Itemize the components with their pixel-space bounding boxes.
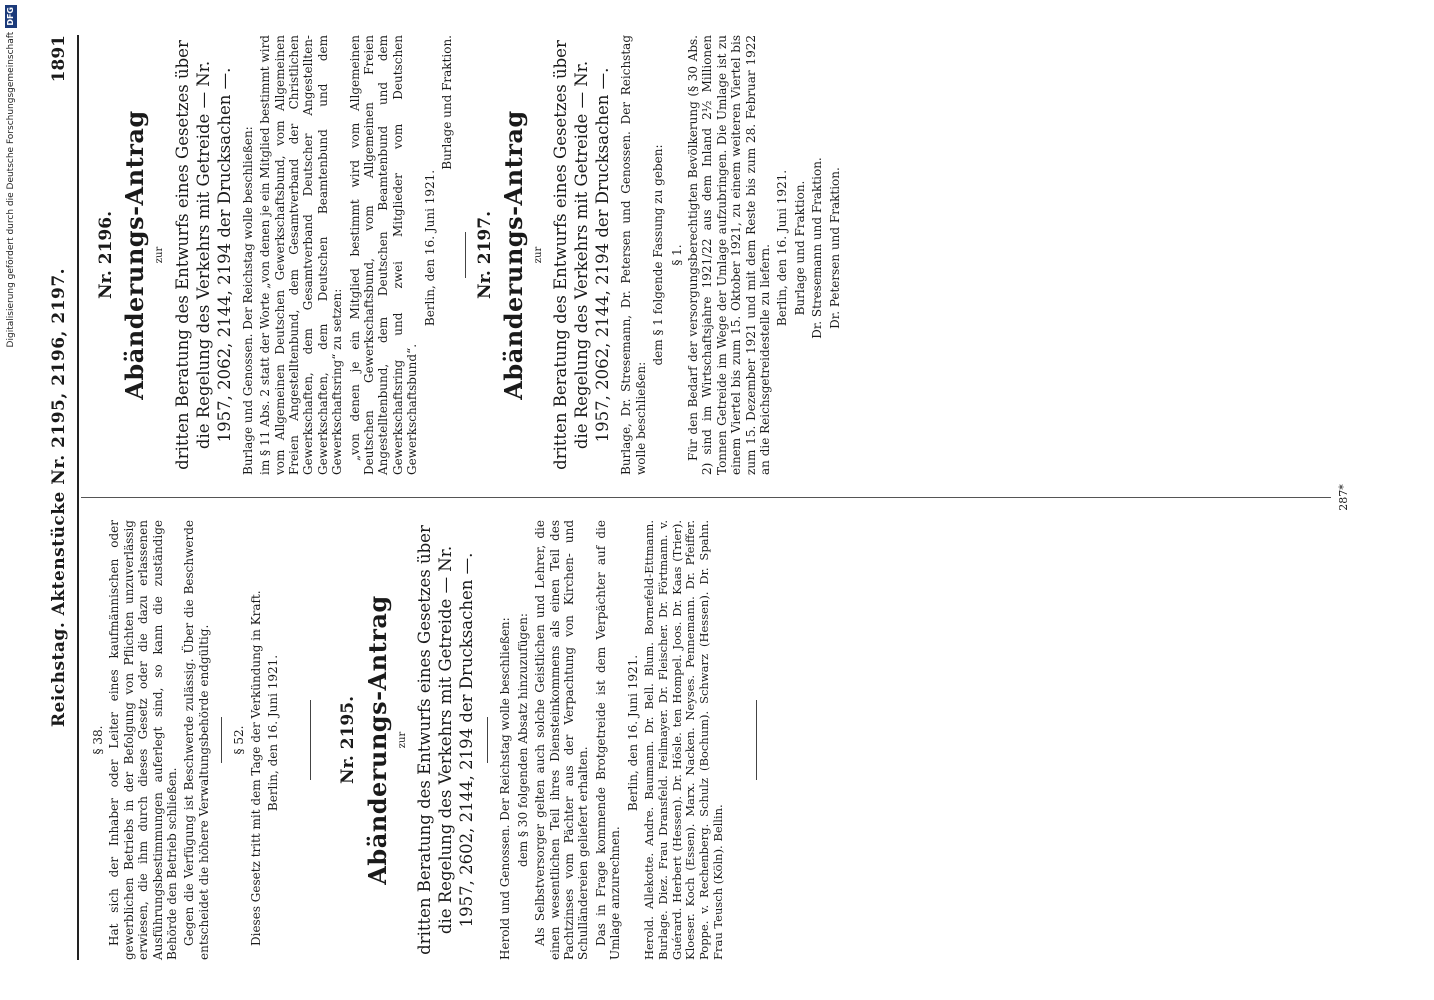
- header-rule: [77, 35, 79, 960]
- title-rule: [487, 717, 488, 763]
- dfg-logo-badge: DFG: [6, 7, 15, 26]
- motion-instruction: dem § 1 folgende Fassung zu geben:: [651, 144, 666, 366]
- document-number-2197: Nr. 2197.: [474, 211, 495, 300]
- right-column: [87, 35, 845, 475]
- section-rule: [221, 717, 222, 763]
- motion-intro: Herold und Genossen. Der Reichstag wolle beschließen:: [498, 617, 513, 960]
- motion-instruction: dem § 30 folgenden Absatz hinzuzufügen:: [515, 613, 530, 867]
- section-1-heading: § 1.: [669, 244, 684, 266]
- amendment-heading: Abänderungs-Antrag: [498, 110, 528, 400]
- zur-label: zur: [532, 246, 544, 264]
- motion-intro: Burlage, Dr. Stresemann, Dr. Petersen und Genossen. Der Reichstag wolle beschließen:: [619, 35, 648, 475]
- left-column: [87, 520, 787, 960]
- reading-title: dritten Beratung des Entwurfs eines Gesetzes über die Regelung des Verkehrs mit Getreide — Nr. 1957, 2062, 2144, 2194 der Drucksachen —.: [551, 40, 613, 470]
- date-line: Berlin, den 16. Juni 1921.: [422, 169, 437, 327]
- motion-quote-2: Das in Frage kommende Brotgetreide ist dem Verpächter auf die Umlage anzurechnen.: [593, 520, 623, 960]
- reading-title: dritten Beratung des Entwurfs eines Gesetzes über die Regelung des Verkehrs mit Getreide — Nr. 1957, 2602, 2144, 2194 der Drucksachen —.: [415, 525, 477, 955]
- reading-title: dritten Beratung des Entwurfs eines Gesetzes über die Regelung des Verkehrs mit Getreide — Nr. 1957, 2062, 2144, 2194 der Drucksachen —.: [172, 40, 234, 470]
- date-line: Berlin, den 16. Juni 1921.: [775, 169, 790, 327]
- motion-intro: Burlage und Genossen. Der Reichstag wolle beschließen:: [240, 126, 255, 475]
- signature-mark: 287*: [1337, 484, 1350, 511]
- signature: Dr. Stresemann und Fraktion.: [810, 157, 825, 339]
- document-number-2196: Nr. 2196.: [96, 211, 116, 300]
- document-separator: [465, 232, 466, 278]
- document-separator: [756, 700, 757, 780]
- digitization-note-text: Digitalisierung gefördert durch die Deutsche Forschungsgemeinschaft: [6, 31, 16, 348]
- amendment-heading: Abänderungs-Antrag: [362, 595, 392, 885]
- date-line: Berlin, den 16. Juni 1921.: [625, 654, 640, 812]
- section-38-appeal: Gegen die Verfügung ist Beschwerde zulässig. Über die Beschwerde entscheidet die höhere Verwaltungsbehörde endgültig.: [182, 520, 211, 960]
- document-number-2195: Nr. 2195.: [338, 696, 359, 785]
- section-1-text: Für den Bedarf der versorgungsberechtigten Bevölkerung (§ 30 Abs. 2) sind im Wirtschaftsjahre 1921/22 aus dem Inland 2½ Millionen Tonnen Getreide im Wege der Umlage aufzubringen. Die Umlage ist zu einem Viertel bis zum 15. Oktober 1921, zu einem weiteren Viertel bis zum 15. Dezember 1921 und mit dem Reste bis zum 28. Februar 1922 an die Reichsgetreidestelle zu liefern.: [685, 35, 772, 475]
- document-separator: [310, 700, 311, 780]
- digitization-sidebar: [0, 0, 22, 1000]
- signatories-list: Herold. Allekotte. Andre. Baumann. Dr. Bell. Blum. Bornefeld-Ettmann. Burlage. Diez. Frau Dransfeld. Feilmayer. Dr. Fleischer. Dr. Förtmann. v. Guérard. Herbert (Hessen). Dr. Hösle. ten Hompel. Joos. Dr. Kaas (Trier). Kloeser. Koch (Essen). Marx. Nacken. Neyses. Pennemann. Dr. Pfeiffer. Poppe. v. Rechenberg. Schulz (Bochum). Schwarz (Hessen). Dr. Spahn. Frau Teusch (Köln). Bellin.: [641, 520, 725, 960]
- motion-quote: „von denen je ein Mitglied bestimmt wird vom Allgemeinen Deutschen Gewerkschaftsbund, vom Allgemeinen Freien Angestelltenbund, dem Deutschen Beamtenbund und dem Gewerkschaftsring und zwei Mitglieder vom Deutschen Gewerkschaftsbund“.: [347, 35, 420, 475]
- section-52-text: Dieses Gesetz tritt mit dem Tage der Verkündung in Kraft.: [248, 590, 263, 946]
- section-38-text: Hat sich der Inhaber oder Leiter eines kaufmännischen oder gewerblichen Betriebs in der Befolgung von Pflichten unzuverlässig erwiesen, die ihm durch dieses Gesetz oder die dazu erlassenen Ausführungsbestimmungen auferlegt sind, so kann die zuständige Behörde den Betrieb schließen.: [107, 520, 180, 960]
- column-divider: [81, 497, 1331, 498]
- motion-quote-1: Als Selbstversorger gelten auch solche Geistlichen und Lehrer, die einen wesentlichen Teil ihres Diensteinkommens als einen Teil des Pachtzinses vom Pächter aus der Verpachtung von Kirchen- und Schulländereien geliefert erhalten.: [533, 520, 591, 960]
- document-page: [27, 0, 1434, 1000]
- motion-instruction: im § 11 Abs. 2 statt der Worte „von denen je ein Mitglied bestimmt wird vom Allgemeinen Deutschen Gewerkschaftsbund, vom Allgemeinen Freien Angestelltenbund, dem Gesamtverband der Christlichen Gewerkschaften, dem Gesamtverband Deutscher Angestellten-Gewerkschaften, dem Deutschen Beamtenbund und dem Gewerkschaftsring“ zu setzen:: [258, 35, 345, 475]
- zur-label: zur: [396, 731, 408, 749]
- page-number: 1891: [49, 35, 69, 83]
- digitization-note: [5, 5, 17, 995]
- date-line: Berlin, den 16. Juni 1921.: [266, 654, 281, 812]
- signature: Dr. Petersen und Fraktion.: [827, 167, 842, 329]
- page-title: Reichstag. Aktenstücke Nr. 2195, 2196, 2197.: [49, 267, 69, 728]
- running-head: [47, 35, 77, 960]
- zur-label: zur: [154, 246, 166, 264]
- signature: Burlage und Fraktion.: [440, 35, 455, 170]
- signature: Burlage und Fraktion.: [792, 180, 807, 316]
- section-52-heading: § 52.: [232, 725, 247, 755]
- section-38-heading: § 38.: [91, 725, 105, 755]
- amendment-heading: Abänderungs-Antrag: [120, 110, 150, 400]
